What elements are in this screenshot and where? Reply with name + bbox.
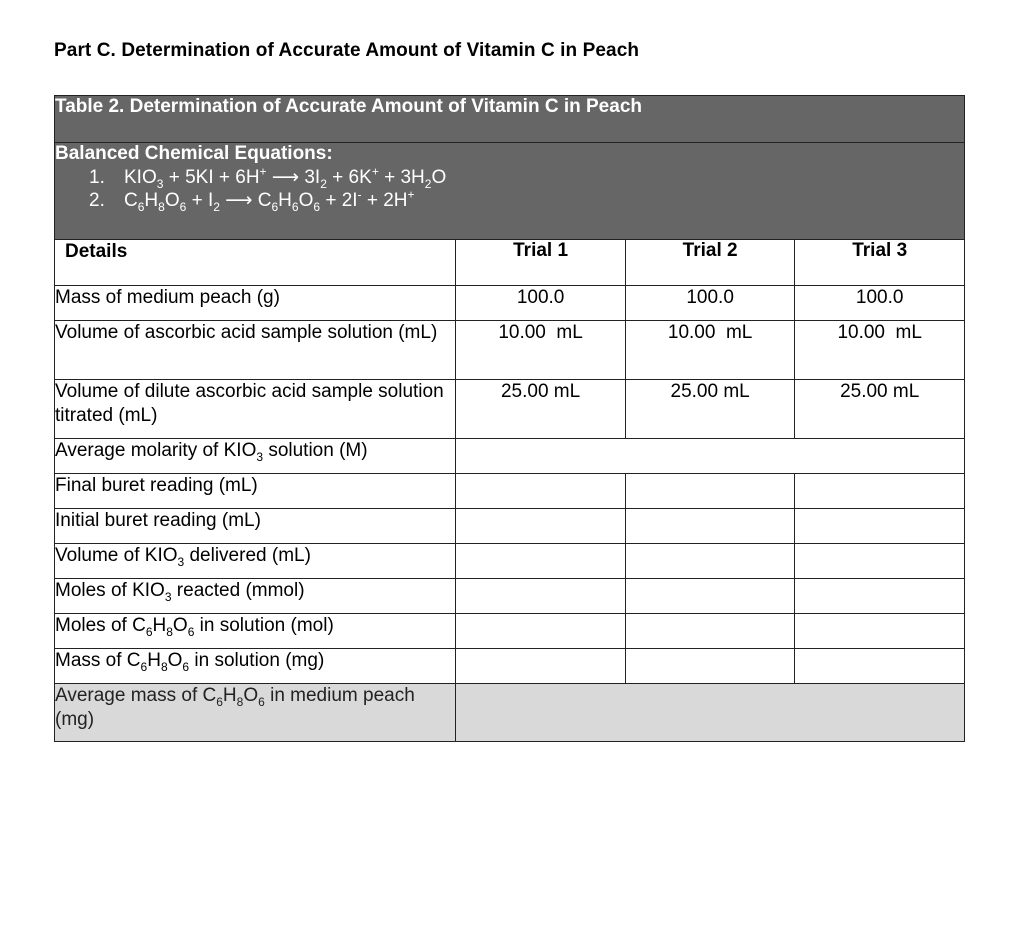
row-label: Volume of $KIO_3$ delivered (mL) [55,544,456,579]
table-row-moles-ascorbic [55,614,965,649]
cell-trial-1[interactable]: 25.00 mL [456,380,626,439]
table-row-average-mass [55,684,965,742]
cell-trial-3[interactable]: 10.00 mL [795,321,965,380]
header-trial-3: Trial 3 [795,240,965,286]
cell-trial-1[interactable] [456,544,626,579]
equations-row [55,143,965,240]
table-title: Table 2. Determination of Accurate Amount of Vitamin C in Peach [55,96,965,143]
header-details: Details [55,240,456,286]
cell-trial-2[interactable]: 25.00 mL [625,380,795,439]
cell-trial-1[interactable] [456,614,626,649]
table-row-volume-sample [55,321,965,380]
column-header-row [55,240,965,286]
equations-heading: Balanced Chemical Equations: [55,143,333,164]
cell-average-molarity[interactable] [456,439,965,474]
equation-1-number: 1. [89,167,105,188]
cell-trial-2[interactable] [625,544,795,579]
row-label: Moles of $C_6H_8O_6$ in solution (mol) [55,614,456,649]
cell-trial-1[interactable] [456,579,626,614]
cell-trial-3[interactable] [795,614,965,649]
cell-trial-1[interactable]: 10.00 mL [456,321,626,380]
header-trial-1: Trial 1 [456,240,626,286]
table-row-final-buret [55,474,965,509]
row-label: Average mass of $C_6H_8O_6$ in medium peach (mg) [55,684,456,742]
cell-trial-1[interactable] [456,474,626,509]
table-title-row [55,96,965,143]
row-label: Final buret reading (mL) [55,474,456,509]
cell-trial-2[interactable]: 100.0 [625,286,795,321]
cell-trial-2[interactable] [625,649,795,684]
cell-trial-2[interactable]: 10.00 mL [625,321,795,380]
row-label: Volume of dilute ascorbic acid sample solution titrated (mL) [55,380,456,439]
header-trial-2: Trial 2 [625,240,795,286]
equation-1: 1. $KIO_3 + 5KI + 6H^+$ ⟶ $3I_2 + 6K^+ + 3H_2O$ [89,164,447,191]
cell-trial-3[interactable] [795,509,965,544]
row-label: Moles of $KIO_3$ reacted (mmol) [55,579,456,614]
cell-trial-2[interactable] [625,579,795,614]
cell-trial-3[interactable] [795,579,965,614]
row-label: Volume of ascorbic acid sample solution (mL) [55,321,456,380]
cell-trial-3[interactable] [795,649,965,684]
table-row-average-molarity [55,439,965,474]
table-row-volume-kio3 [55,544,965,579]
table-row-mass-ascorbic [55,649,965,684]
cell-trial-3[interactable] [795,544,965,579]
cell-trial-3[interactable]: 25.00 mL [795,380,965,439]
equation-2: 2. $C_6H_8O_6 + I_2$ ⟶ $C_6H_6O_6 + 2I^- + 2H^+$ [89,187,415,214]
table-row-volume-dilute [55,380,965,439]
table-row-moles-kio3 [55,579,965,614]
vitamin-c-data-table [54,95,965,742]
cell-average-mass[interactable] [456,684,965,742]
equation-2-number: 2. [89,190,105,211]
cell-trial-1[interactable]: 100.0 [456,286,626,321]
cell-trial-3[interactable]: 100.0 [795,286,965,321]
cell-trial-2[interactable] [625,474,795,509]
part-title: Part C. Determination of Accurate Amount of Vitamin C in Peach [54,40,640,61]
cell-trial-2[interactable] [625,614,795,649]
cell-trial-3[interactable] [795,474,965,509]
cell-trial-1[interactable] [456,649,626,684]
row-label: Average molarity of $KIO_3$ solution (M) [55,439,456,474]
cell-trial-2[interactable] [625,509,795,544]
row-label: Initial buret reading (mL) [55,509,456,544]
row-label: Mass of medium peach (g) [55,286,456,321]
row-label: Mass of $C_6H_8O_6$ in solution (mg) [55,649,456,684]
table-row-initial-buret [55,509,965,544]
table-row-mass-peach [55,286,965,321]
cell-trial-1[interactable] [456,509,626,544]
